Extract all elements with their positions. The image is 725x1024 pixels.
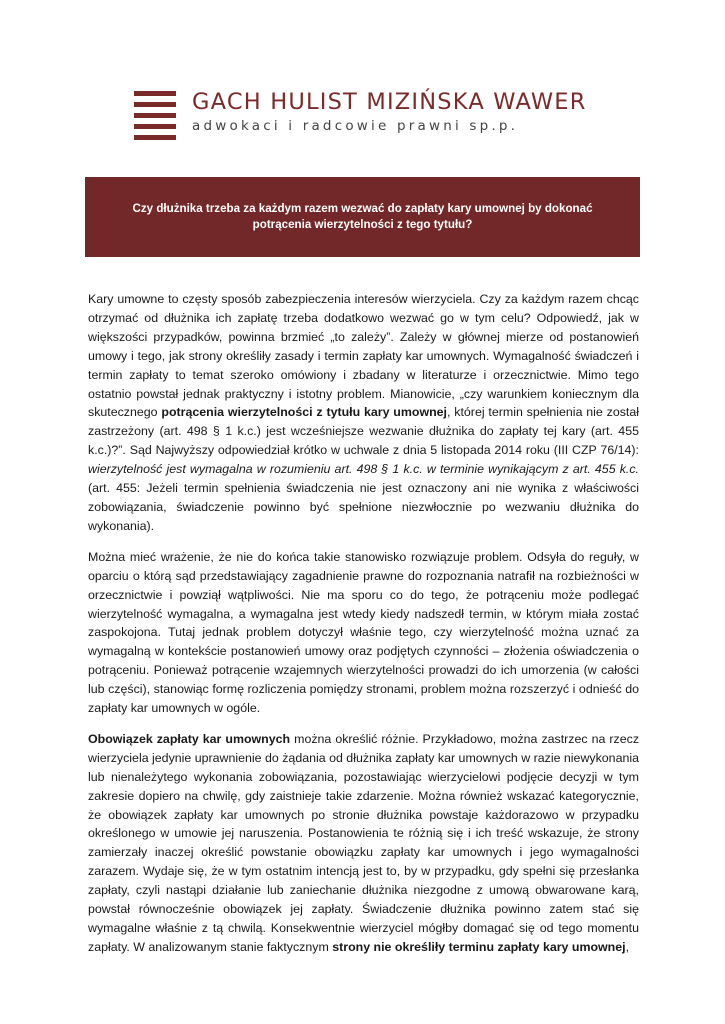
- paragraph-text: Można mieć wrażenie, że nie do końca takie stanowisko rozwiązuje problem. Odsyła do reguły, w oparciu o którą sąd przedstawiający zagadnienie prawne do rozpoznania natrafił na rozbieżności w orzecznictwie i powziął wątpliwości. Nie ma sporu co do tego, że potrąceniu może podlegać wierzytelność wymagalna, a wymagalna jest wtedy kiedy nadszedł termin, w którym miała zostać zaspokojona. Tutaj jednak problem dotyczył właśnie tego, czy wierzytelność można uznać za wymagalną w kontekście postanowień umowy oraz podjętych czynności – złożenia oświadczenia o potrąceniu. Ponieważ potrącenie wzajemnych wierzytelności prowadzi do ich umorzenia (w całości lub części), stanowiąc formę rozliczenia pomiędzy stronami, problem można rozszerzyć i odnieść do zapłaty kar umownych w ogóle.: [88, 549, 639, 716]
- paragraph-text: można określić różnie. Przykładowo, można zastrzec na rzecz wierzyciela jedynie uprawnienie do żądania od dłużnika zapłaty kar umownych w razie niewykonania lub nienależytego wykonania zobowiązania, pozostawiając wierzycielowi podjęcie decyzji w tym zakresie dopiero na chwilę, gdy zaistnieje takie zdarzenie. Można również wskazać kategorycznie, że obowiązek zapłaty kar umownych po stronie dłużnika powstaje każdorazowo w przypadku określonego w umowie jej naruszenia. Postanowienia te różnią się i ich treść wskazuje, że strony zamierzały inaczej określić powstanie obowiązku zapłaty kar umownych i jego wymagalności zarazem. Wydaje się, że w tym ostatnim intencją jest to, by w przypadku, gdy spełni się przesłanka zapłaty, czyli nastąpi działanie lub zaniechanie dłużnika niezgodne z umową obwarowane karą, powstał równocześnie obowiązek jej zapłaty. Świadczenie dłużnika powinno zatem stać się wymagalne właśnie z tą chwilą. Konsekwentnie wierzyciel mógłby domagać się od tego momentu zapłaty. W analizowanym stanie faktycznym: [88, 731, 640, 954]
- article-paragraph: [88, 548, 639, 718]
- paragraph-text: Kary umowne to częsty sposób zabezpieczenia interesów wierzyciela. Czy za każdym razem chcąc otrzymać od dłużnika ich zapłatę trzeba dodatkowo wezwać go w tym celu? Odpowiedź, jak w większości przypadków, powinna brzmieć „to zależy”. Zależy w głównej mierze od postanowień umowy i tego, jak strony określiły zasady i termin zapłaty kar umownych. Wymagalność świadczeń i termin zapłaty to temat szeroko omówiony i zbadany w literaturze i orzecznictwie. Mimo tego ostatnio powstał jednak praktyczny i istotny problem. Mianowicie, „czy warunkiem koniecznym dla skutecznego: [88, 292, 639, 420]
- bold-text: strony nie określiły terminu zapłaty kary umownej: [332, 939, 626, 954]
- article-title: Czy dłużnika trzeba za każdym razem wezwać do zapłaty kary umownej by dokonać potrącenia wierzytelności z tego tytułu?: [132, 202, 593, 231]
- article-paragraph: [88, 730, 639, 957]
- firm-name: GACH HULIST MIZIŃSKA WAWER: [192, 89, 587, 115]
- article-body: [88, 290, 639, 969]
- firm-logo: [134, 86, 604, 146]
- firm-tagline: adwokaci i radcowie prawni sp.p.: [192, 118, 519, 134]
- bold-text: Obowiązek zapłaty kar umownych: [88, 731, 291, 746]
- italic-text: wierzytelność jest wymagalna w rozumieniu art. 498 § 1 k.c. w terminie wynikającym z art. 455 k.c.: [88, 462, 639, 477]
- paragraph-text: (art. 455: Jeżeli termin spełnienia świadczenia nie jest oznaczony ani nie wynika z właściwości zobowiązania, świadczenie powinno być spełnione niezwłocznie po wezwaniu dłużnika do wykonania).: [88, 481, 639, 533]
- bold-text: potrącenia wierzytelności z tytułu kary umownej: [161, 405, 448, 420]
- article-title-banner: [85, 177, 640, 257]
- stacked-bars-icon: [134, 91, 176, 139]
- article-paragraph: [88, 290, 639, 536]
- paragraph-text: , której termin spełnienia nie został zastrzeżony (art. 498 § 1 k.c.) jest wcześniejsze wezwanie dłużnika do zapłaty tej kary (art. 455 k.c.)?”. Sąd Najwyższy odpowiedział krótko w uchwale z dnia 5 listopada 2014 roku (III CZP 76/14):: [88, 405, 640, 458]
- paragraph-text: ,: [625, 939, 630, 954]
